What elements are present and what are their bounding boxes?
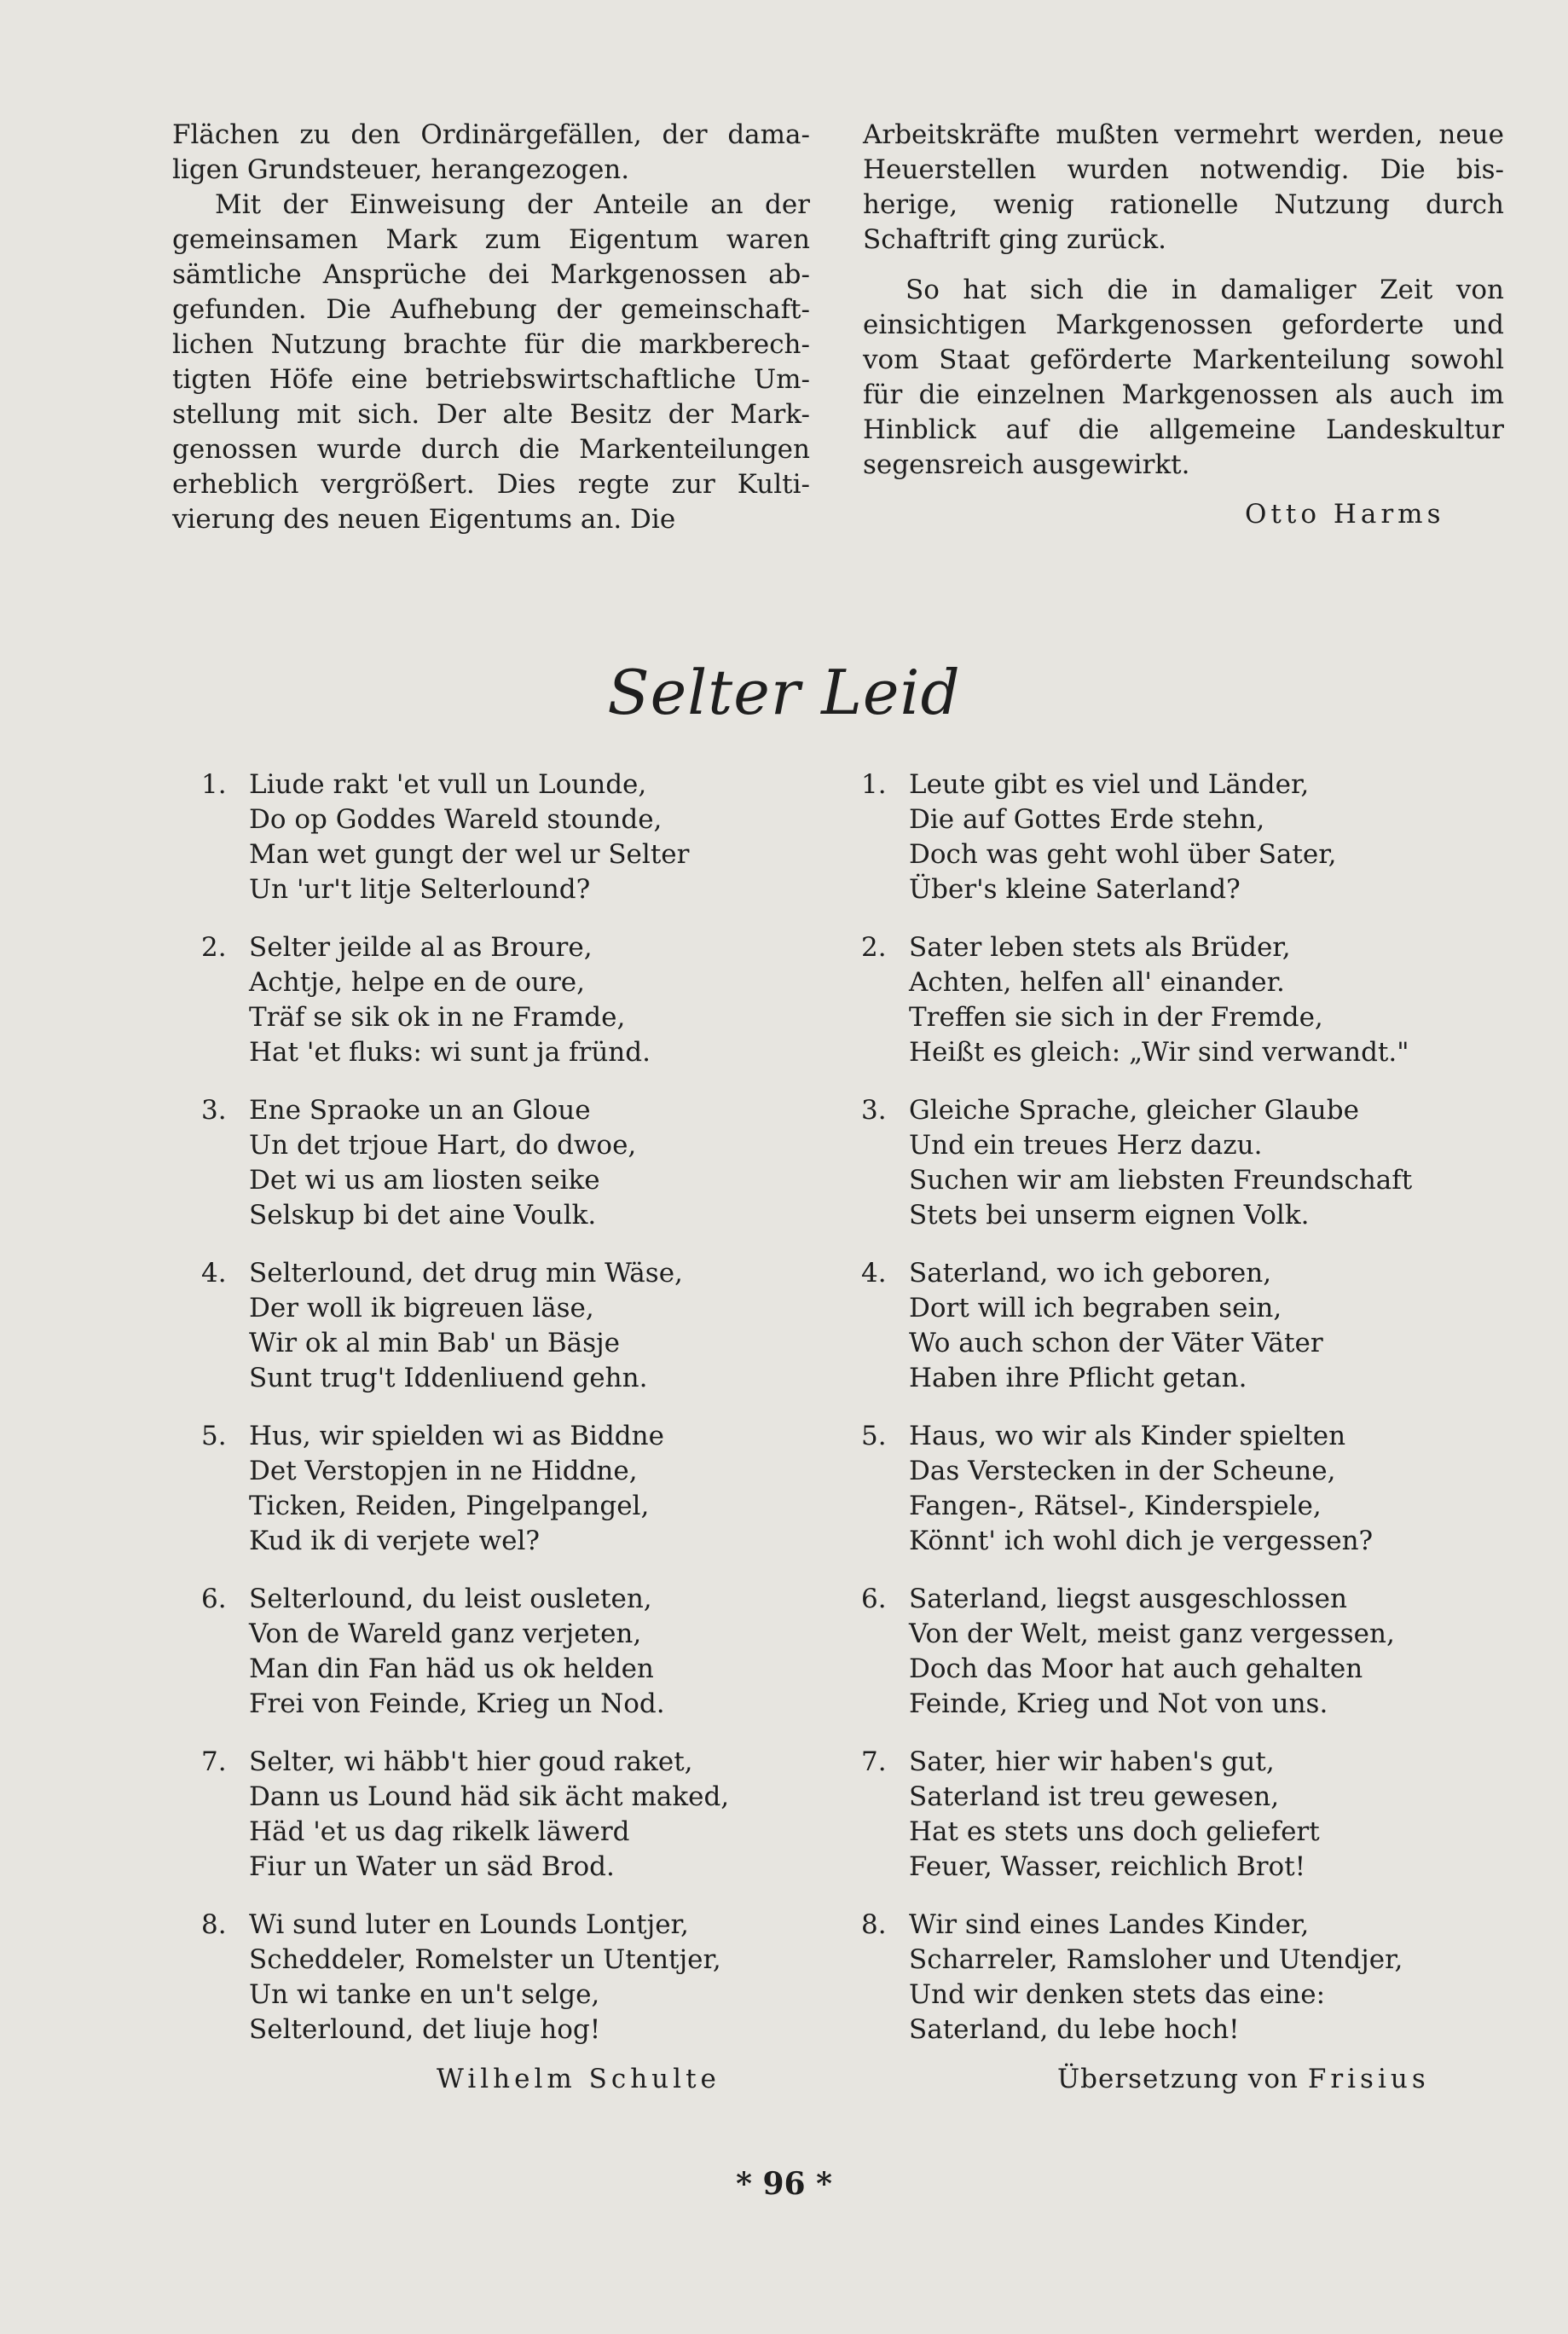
stanza-lines bbox=[909, 1908, 1403, 2047]
poem-left-column bbox=[201, 767, 832, 2070]
verse-line: Treffen sie sich in der Fremde, bbox=[909, 1002, 1323, 1033]
stanza-lines bbox=[909, 767, 1337, 907]
translator-credit bbox=[1057, 2064, 1430, 2094]
prose-line: segensreich ausgewirkt. bbox=[863, 449, 1190, 480]
verse-line: Det wi us am liosten seike bbox=[249, 1165, 600, 1196]
prose-line: Heuerstellen wurden notwendig. Die bis- bbox=[863, 154, 1504, 185]
stanza-right-4 bbox=[861, 1256, 1509, 1419]
verse-line: Selter, wi häbb't hier goud raket, bbox=[249, 1746, 693, 1777]
stanza-right-1 bbox=[861, 767, 1509, 930]
verse-line: Un wi tanke en un't selge, bbox=[249, 1979, 600, 2010]
verse-line: Feinde, Krieg und Not von uns. bbox=[909, 1688, 1328, 1719]
verse-line: Saterland, du lebe hoch! bbox=[909, 2014, 1240, 2045]
verse-line: Selterlound, det liuje hog! bbox=[249, 2014, 601, 2045]
verse-line: Liude rakt 'et vull un Lounde, bbox=[249, 769, 647, 800]
verse-line: Saterland, wo ich geboren, bbox=[909, 1258, 1272, 1289]
verse-line: Selterlound, det drug min Wäse, bbox=[249, 1258, 683, 1289]
stanza-number: 8. bbox=[861, 1909, 887, 1940]
verse-line: Dort will ich begraben sein, bbox=[909, 1293, 1282, 1323]
stanza-right-5 bbox=[861, 1419, 1509, 1582]
prose-line: lichen Nutzung brachte für die markberech- bbox=[172, 329, 810, 360]
stanza-number: 1. bbox=[201, 769, 227, 800]
verse-line: Von der Welt, meist ganz vergessen, bbox=[909, 1619, 1395, 1649]
stanza-left-2 bbox=[201, 930, 832, 1093]
verse-line: Heißt es gleich: „Wir sind verwandt." bbox=[909, 1037, 1409, 1068]
prose-line: sämtliche Ansprüche dei Markgenossen ab- bbox=[172, 259, 810, 290]
stanza-left-6 bbox=[201, 1582, 832, 1745]
verse-line: Selskup bi det aine Voulk. bbox=[249, 1200, 597, 1231]
verse-line: Scharreler, Ramsloher und Utendjer, bbox=[909, 1944, 1403, 1975]
verse-line: Kud ik di verjete wel? bbox=[249, 1526, 541, 1556]
stanza-lines bbox=[249, 1093, 636, 1233]
verse-line: Haus, wo wir als Kinder spielten bbox=[909, 1421, 1346, 1451]
verse-line: Fangen-, Rätsel-, Kinderspiele, bbox=[909, 1491, 1322, 1521]
stanza-left-1 bbox=[201, 767, 832, 930]
verse-line: Wir sind eines Landes Kinder, bbox=[909, 1909, 1310, 1940]
stanza-left-5 bbox=[201, 1419, 832, 1582]
prose-line: gefunden. Die Aufhebung der gemeinschaft- bbox=[172, 294, 810, 325]
stanza-number: 5. bbox=[201, 1421, 227, 1451]
verse-line: Von de Wareld ganz verjeten, bbox=[249, 1619, 642, 1649]
stanza-lines bbox=[249, 767, 689, 907]
verse-line: Selter jeilde al as Broure, bbox=[249, 932, 593, 963]
prose-line: herige, wenig rationelle Nutzung durch bbox=[863, 189, 1504, 220]
verse-line: Gleiche Sprache, gleicher Glaube bbox=[909, 1095, 1359, 1126]
prose-left-column bbox=[172, 118, 810, 537]
stanza-number: 4. bbox=[201, 1258, 227, 1289]
prose-line: einsichtigen Markgenossen geforderte und bbox=[863, 310, 1504, 340]
verse-line: Hat 'et fluks: wi sunt ja fründ. bbox=[249, 1037, 651, 1068]
verse-line: Ene Spraoke un an Gloue bbox=[249, 1095, 591, 1126]
verse-line: Fiur un Water un säd Brod. bbox=[249, 1851, 615, 1882]
verse-line: Achten, helfen all' einander. bbox=[909, 967, 1285, 998]
stanza-right-8 bbox=[861, 1908, 1509, 2070]
verse-line: Häd 'et us dag rikelk läwerd bbox=[249, 1816, 630, 1847]
poem-author: Wilhelm Schulte bbox=[437, 2064, 720, 2094]
verse-line: Suchen wir am liebsten Freundschaft bbox=[909, 1165, 1413, 1196]
verse-line: Saterland, liegst ausgeschlossen bbox=[909, 1584, 1347, 1614]
prose-line: erheblich vergrößert. Dies regte zur Kulti- bbox=[172, 469, 810, 500]
stanza-number: 3. bbox=[201, 1095, 227, 1126]
stanza-right-6 bbox=[861, 1582, 1509, 1745]
stanza-lines bbox=[909, 1745, 1320, 1885]
prose-left-paragraph-1 bbox=[172, 118, 810, 188]
stanza-left-3 bbox=[201, 1093, 832, 1256]
translator-name: Frisius bbox=[1307, 2064, 1430, 2094]
prose-line: Mit der Einweisung der Anteile an der bbox=[215, 189, 810, 220]
prose-line: Schaftrift ging zurück. bbox=[863, 224, 1167, 255]
verse-line: Saterland ist treu gewesen, bbox=[909, 1781, 1280, 1812]
stanza-right-7 bbox=[861, 1745, 1509, 1908]
prose-right-paragraph-2 bbox=[863, 273, 1504, 483]
verse-line: Der woll ik bigreuen läse, bbox=[249, 1293, 594, 1323]
verse-line: Feuer, Wasser, reichlich Brot! bbox=[909, 1851, 1306, 1882]
stanza-lines bbox=[909, 1093, 1412, 1233]
stanza-lines bbox=[249, 1256, 683, 1396]
verse-line: Man din Fan häd us ok helden bbox=[249, 1653, 654, 1684]
verse-line: Träf se sik ok in ne Framde, bbox=[249, 1002, 626, 1033]
stanza-number: 6. bbox=[861, 1584, 887, 1614]
stanza-number: 2. bbox=[201, 932, 227, 963]
stanza-right-2 bbox=[861, 930, 1509, 1093]
verse-line: Scheddeler, Romelster un Utentjer, bbox=[249, 1944, 721, 1975]
verse-line: Achtje, helpe en de oure, bbox=[249, 967, 585, 998]
prose-line: vom Staat geförderte Markenteilung sowohl bbox=[863, 345, 1504, 375]
verse-line: Leute gibt es viel und Länder, bbox=[909, 769, 1310, 800]
stanza-lines bbox=[249, 1745, 729, 1885]
verse-line: Über's kleine Saterland? bbox=[909, 874, 1241, 905]
stanza-lines bbox=[909, 1419, 1373, 1559]
verse-line: Die auf Gottes Erde stehn, bbox=[909, 804, 1265, 835]
verse-line: Sunt trug't Iddenliuend gehn. bbox=[249, 1363, 648, 1393]
prose-right-paragraph-1 bbox=[863, 118, 1504, 258]
poem-right-column bbox=[861, 767, 1509, 2070]
verse-line: Ticken, Reiden, Pingelpangel, bbox=[249, 1491, 650, 1521]
stanza-number: 3. bbox=[861, 1095, 887, 1126]
verse-line: Das Verstecken in der Scheune, bbox=[909, 1456, 1336, 1486]
stanza-lines bbox=[249, 930, 651, 1070]
verse-line: Sater leben stets als Brüder, bbox=[909, 932, 1291, 963]
stanza-lines bbox=[249, 1582, 665, 1722]
translator-prefix: Übersetzung von bbox=[1057, 2064, 1299, 2094]
prose-line: Flächen zu den Ordinärgefällen, der dama- bbox=[172, 119, 810, 150]
stanza-lines bbox=[249, 1908, 721, 2047]
prose-left-paragraph-2 bbox=[172, 188, 810, 537]
verse-line: Un det trjoue Hart, do dwoe, bbox=[249, 1130, 637, 1161]
stanza-lines bbox=[249, 1419, 664, 1559]
stanza-number: 2. bbox=[861, 932, 887, 963]
prose-line: für die einzelnen Markgenossen als auch im bbox=[863, 379, 1504, 410]
verse-line: Sater, hier wir haben's gut, bbox=[909, 1746, 1275, 1777]
prose-line: Arbeitskräfte mußten vermehrt werden, neue bbox=[863, 119, 1504, 150]
stanza-number: 7. bbox=[861, 1746, 887, 1777]
stanza-left-8 bbox=[201, 1908, 832, 2070]
verse-line: Haben ihre Pflicht getan. bbox=[909, 1363, 1247, 1393]
prose-right-column bbox=[863, 118, 1504, 483]
verse-line: Do op Goddes Wareld stounde, bbox=[249, 804, 662, 835]
verse-line: Det Verstopjen in ne Hiddne, bbox=[249, 1456, 638, 1486]
stanza-number: 4. bbox=[861, 1258, 887, 1289]
prose-line: tigten Höfe eine betriebswirtschaftliche Um- bbox=[172, 364, 810, 395]
stanza-left-7 bbox=[201, 1745, 832, 1908]
prose-line: vierung des neuen Eigentums an. Die bbox=[172, 504, 676, 535]
stanza-number: 8. bbox=[201, 1909, 227, 1940]
verse-line: Dann us Lound häd sik ächt maked, bbox=[249, 1781, 730, 1812]
verse-line: Wir ok al min Bab' un Bäsje bbox=[249, 1328, 620, 1358]
prose-line: Hinblick auf die allgemeine Landeskultur bbox=[863, 414, 1504, 445]
verse-line: Selterlound, du leist ousleten, bbox=[249, 1584, 652, 1614]
verse-line: Wi sund luter en Lounds Lontjer, bbox=[249, 1909, 689, 1940]
verse-line: Stets bei unserm eignen Volk. bbox=[909, 1200, 1310, 1231]
page-number: * 96 * bbox=[736, 2166, 832, 2202]
stanza-number: 5. bbox=[861, 1421, 887, 1451]
stanza-left-4 bbox=[201, 1256, 832, 1419]
verse-line: Hat es stets uns doch geliefert bbox=[909, 1816, 1320, 1847]
verse-line: Un 'ur't litje Selterlound? bbox=[249, 874, 591, 905]
verse-line: Wo auch schon der Väter Väter bbox=[909, 1328, 1323, 1358]
stanza-number: 1. bbox=[861, 769, 887, 800]
verse-line: Frei von Feinde, Krieg un Nod. bbox=[249, 1688, 665, 1719]
verse-line: Könnt' ich wohl dich je vergessen? bbox=[909, 1526, 1374, 1556]
poem-title: Selter Leid bbox=[607, 657, 961, 728]
stanza-lines bbox=[909, 1256, 1323, 1396]
prose-line: gemeinsamen Mark zum Eigentum waren bbox=[172, 224, 810, 255]
stanza-right-3 bbox=[861, 1093, 1509, 1256]
prose-line: So hat sich die in damaliger Zeit von bbox=[906, 275, 1504, 305]
stanza-lines bbox=[909, 930, 1409, 1070]
verse-line: Und ein treues Herz dazu. bbox=[909, 1130, 1263, 1161]
verse-line: Hus, wir spielden wi as Biddne bbox=[249, 1421, 664, 1451]
prose-line: stellung mit sich. Der alte Besitz der Mark- bbox=[172, 399, 810, 430]
verse-line: Man wet gungt der wel ur Selter bbox=[249, 839, 690, 870]
stanza-lines bbox=[909, 1582, 1395, 1722]
stanza-number: 6. bbox=[201, 1584, 227, 1614]
prose-line: ligen Grundsteuer, herangezogen. bbox=[172, 154, 630, 185]
prose-line: genossen wurde durch die Markenteilungen bbox=[172, 434, 810, 465]
stanza-number: 7. bbox=[201, 1746, 227, 1777]
verse-line: Doch was geht wohl über Sater, bbox=[909, 839, 1337, 870]
verse-line: Und wir denken stets das eine: bbox=[909, 1979, 1326, 2010]
verse-line: Doch das Moor hat auch gehalten bbox=[909, 1653, 1363, 1684]
prose-author: Otto Harms bbox=[1245, 499, 1445, 530]
